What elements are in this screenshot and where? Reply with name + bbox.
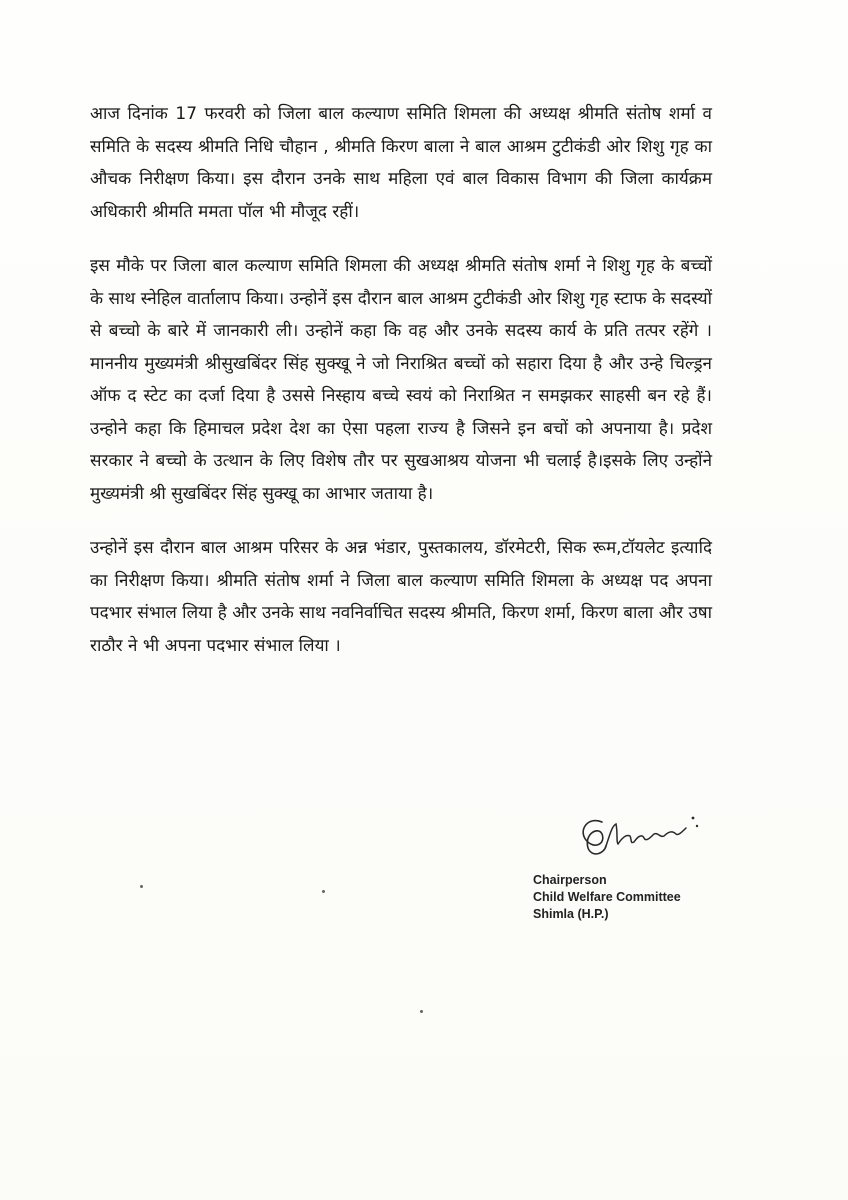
scan-speck — [322, 890, 325, 893]
handwritten-signature — [572, 804, 712, 864]
scan-speck — [140, 885, 143, 888]
signatory-title: Chairperson — [533, 873, 607, 887]
paragraph-1: आज दिनांक 17 फरवरी को जिला बाल कल्याण समिति शिमला की अध्यक्ष श्रीमति संतोष शर्मा व समिति के सदस्य श्रीमति निधि चौहान , श्रीमति किरण बाला ने बाल आश्रम टुटीकंडी ओर शिशु गृह का औचक निरीक्षण किया। इस दौरान उनके साथ महिला एवं बाल विकास विभाग की जिला कार्यक्रम अधिकारी श्रीमति ममता पॉल भी मौजूद रहीं। — [90, 104, 712, 222]
paragraph-3: उन्होनें इस दौरान बाल आश्रम परिसर के अन्न भंडार, पुस्तकालय, डॉरमेटरी, सिक रूम,टॉयलेट इत्यादि का निरीक्षण किया। श्रीमति संतोष शर्मा ने जिला बाल कल्याण समिति शिमला के अध्यक्ष पद अपना पदभार संभाल लिया है और उनके साथ नवनिर्वाचित सदस्य श्रीमति, किरण शर्मा, किरण बाला और उषा राठौर ने भी अपना पदभार संभाल लिया । — [90, 538, 712, 656]
signatory-location: Shimla (H.P.) — [533, 907, 609, 921]
signatory-block — [533, 872, 681, 923]
signatory-organization: Child Welfare Committee — [533, 890, 681, 904]
letter-body — [90, 98, 712, 684]
scan-speck — [420, 1010, 423, 1013]
paragraph-2: इस मौके पर जिला बाल कल्याण समिति शिमला की अध्यक्ष श्रीमति संतोष शर्मा ने शिशु गृह के बच्चों के साथ स्नेहिल वार्तालाप किया। उन्होनें इस दौरान बाल आश्रम टुटीकंडी ओर शिशु गृह स्टाफ के सदस्यों से बच्चो के बारे में जानकारी ली। उन्होनें कहा कि वह और उनके सदस्य कार्य के प्रति तत्पर रहेंगे । माननीय मुख्यमंत्री श्रीसुखबिंदर सिंह सुक्खू ने जो निराश्रित बच्चों को सहारा दिया है और उन्हे चिल्ड्रन ऑफ द स्टेट का दर्जा दिया है उससे निस्हाय बच्चे स्वयं को निराश्रित न समझकर साहसी बन रहे हैं। उन्होने कहा कि हिमाचल प्रदेश देश का ऐसा पहला राज्य है जिसने इन बचों को अपनाया है। प्रदेश सरकार ने बच्चो के उत्थान के लिए विशेष तौर पर सुखआश्रय योजना भी चलाई है।इसके लिए उन्होंने मुख्यमंत्री श्री सुखबिंदर सिंह सुक्खू का आभार जताया है। — [90, 256, 712, 504]
